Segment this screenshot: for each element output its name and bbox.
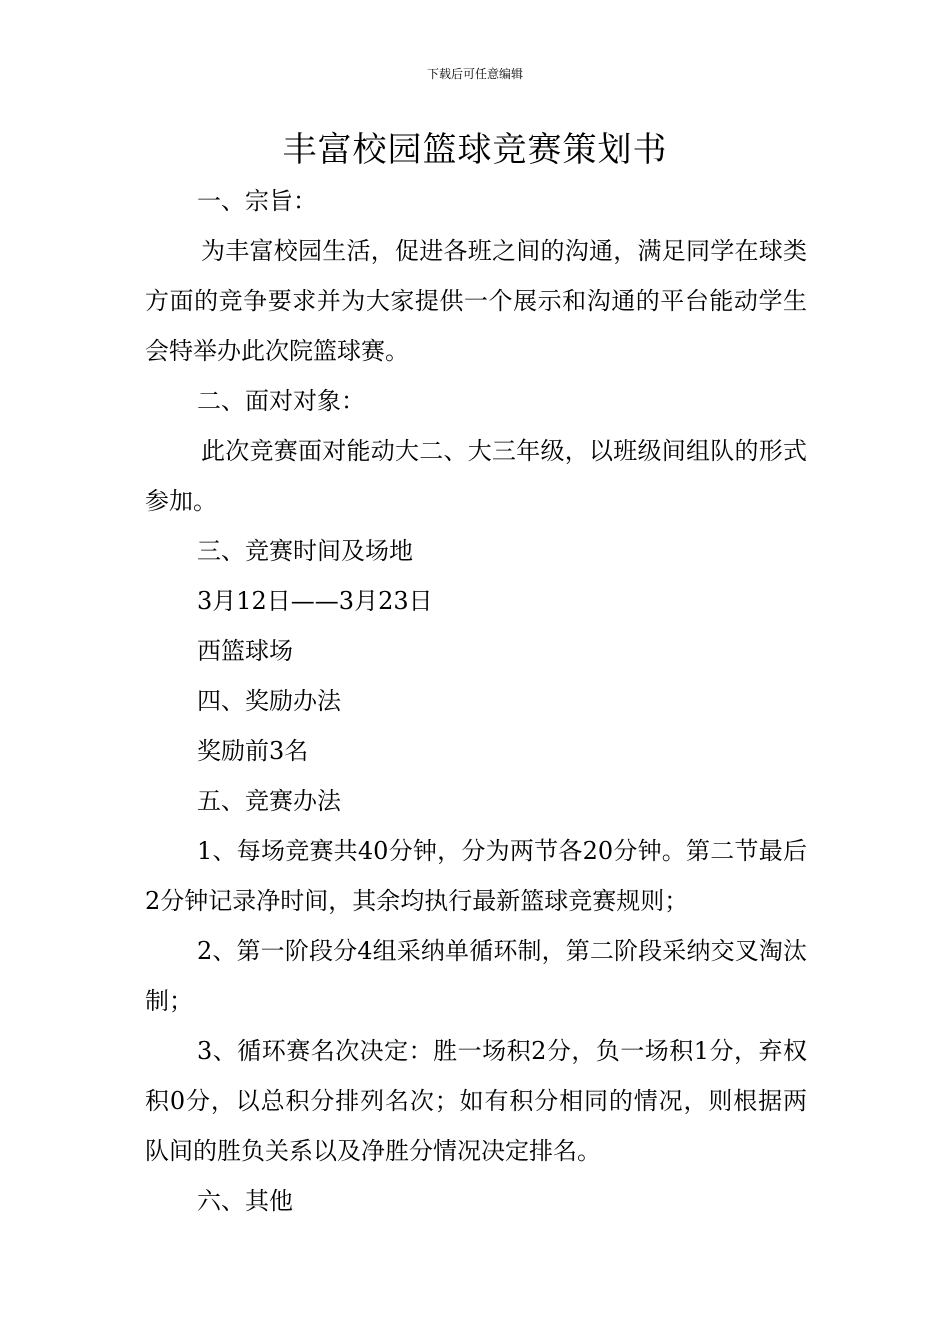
section-heading-rules: 五、竞赛办法 [197, 787, 341, 815]
document-title: 丰富校园篮球竞赛策划书 [282, 130, 668, 170]
paragraph-purpose: 为丰富校园生活，促进各班之间的沟通，满足同学在球类方面的竞争要求并为大家提供一个展示和沟通的平台能动学生会特举办此次院篮球赛。 [145, 237, 807, 365]
paragraph-rule-2: 2、第一阶段分4组采纳单循环制，第二阶段采纳交叉淘汰制； [145, 937, 807, 1015]
paragraph-dates: 3月12日——3月23日 [197, 587, 433, 615]
section-heading-audience: 二、面对对象： [197, 387, 365, 415]
paragraph-rewards: 奖励前3名 [197, 737, 309, 765]
section-heading-other: 六、其他 [197, 1187, 293, 1215]
paragraph-venue: 西篮球场 [197, 637, 293, 665]
paragraph-rule-1: 1、每场竞赛共40分钟，分为两节各20分钟。第二节最后2分钟记录净时间，其余均执行最新篮球竞赛规则； [145, 837, 807, 915]
paragraph-audience: 此次竞赛面对能动大二、大三年级，以班级间组队的形式参加。 [145, 437, 807, 515]
document-body [145, 176, 807, 1226]
paragraph-rule-3: 3、循环赛名次决定：胜一场积2分，负一场积1分，弃权积0分，以总积分排列名次；如有积分相同的情况，则根据两队间的胜负关系以及净胜分情况决定排名。 [145, 1037, 807, 1165]
header-note: 下载后可任意编辑 [426, 67, 523, 81]
section-heading-rewards: 四、奖励办法 [197, 687, 341, 715]
section-heading-time-venue: 三、竞赛时间及场地 [197, 537, 413, 565]
section-heading-purpose: 一、宗旨： [197, 187, 317, 215]
